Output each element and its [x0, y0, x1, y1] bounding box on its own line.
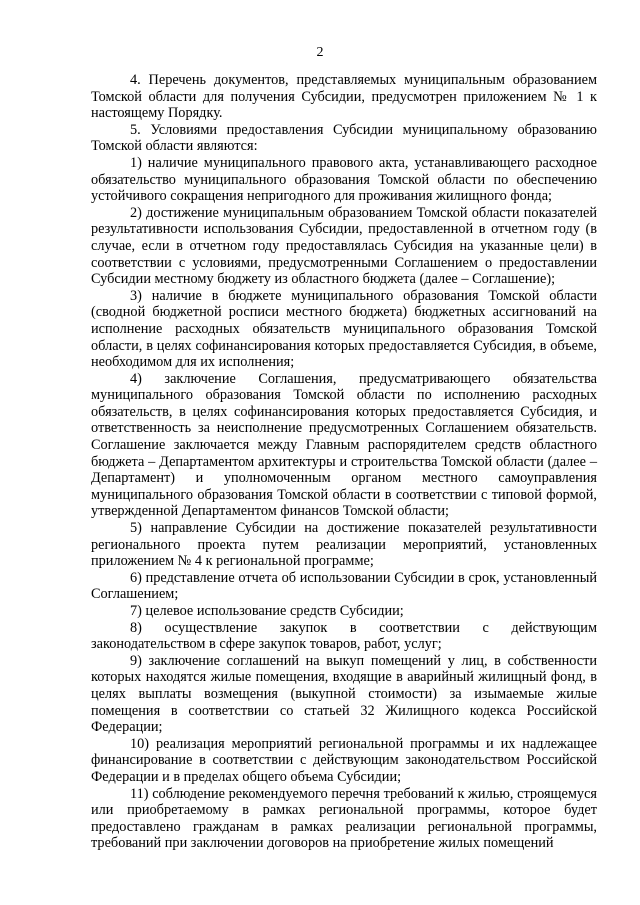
paragraph-condition-10: 10) реализация мероприятий региональной программы и их надлежащее финансирование в соответствии с действующим законодательством Российской Федерации и в пределах общего объема Субсидии;: [91, 735, 597, 785]
paragraph-condition-1: 1) наличие муниципального правового акта, устанавливающего расходное обязательство муниципального образования Томской области по обеспечению устойчивого сокращения непригодного для проживания жилищного фонда;: [91, 154, 597, 205]
paragraph-conditions-heading: 5. Условиями предоставления Субсидии муниципальному образованию Томской области являются:: [91, 121, 597, 155]
paragraph-condition-7: 7) целевое использование средств Субсидии;: [130, 603, 404, 619]
page-number: 2: [316, 45, 324, 60]
paragraph-condition-2: 2) достижение муниципальным образованием Томской области показателей результативности использования Субсидии, предоставленной в отчетном году (в случае, если в отчетном году предоставлялась Субсидия на указанные цели) в соответствии с условиями, предусмотренными Соглашением о предоставлении Субсидии местному бюджету из областного бюджета (далее – Соглашение);: [91, 204, 597, 288]
paragraph-condition-4: 4) заключение Соглашения, предусматривающего обязательства муниципального образования Томской области по исполнению расходных обязательств, в целях софинансирования которых предоставляется Субсидия, и ответственность за неисполнение предусмотренных Соглашением обязательств. Соглашение заключается между Главным распорядителем средств областного бюджета – Департаментом архитектуры и строительства Томской области (далее – Департамент) и уполномоченным органом местного самоуправления муниципального образования Томской области в соответствии с типовой формой, утвержденной Департаментом финансов Томской области;: [91, 370, 597, 520]
paragraph-condition-3: 3) наличие в бюджете муниципального образования Томской области (сводной бюджетной росписи местного бюджета) бюджетных ассигнований на исполнение расходных обязательств муниципального образования Томской области, в целях софинансирования которых предоставляется Субсидия, в объеме, необходимом для их исполнения;: [91, 287, 597, 371]
paragraph-condition-11: 11) соблюдение рекомендуемого перечня требований к жилью, строящемуся или приобретаемому в рамках региональной программы, которое будет предоставлено гражданам в рамках реализации региональной программы, требований при заключении договоров на приобретение жилых помещений: [91, 785, 597, 852]
document-body: [91, 72, 597, 852]
paragraph-list-of-documents: 4. Перечень документов, представляемых муниципальным образованием Томской области для получения Субсидии, предусмотрен приложением № 1 к настоящему Порядку.: [91, 72, 597, 122]
paragraph-condition-8: 8) осуществление закупок в соответствии с действующим законодательством в сфере закупок товаров, работ, услуг;: [91, 619, 597, 653]
paragraph-condition-9: 9) заключение соглашений на выкуп помещений у лиц, в собственности которых находятся жилые помещения, входящие в аварийный жилищный фонд, в целях выплаты возмещения (выкупной стоимости) за изымаемые жилые помещения в соответствии со статьей 32 Жилищного кодекса Российской Федерации;: [91, 652, 597, 736]
paragraph-condition-6: 6) представление отчета об использовании Субсидии в срок, установленный Соглашением;: [91, 569, 597, 603]
paragraph-condition-5: 5) направление Субсидии на достижение показателей результативности регионального проекта путем реализации мероприятий, установленных приложением № 4 к региональной программе;: [91, 520, 597, 570]
